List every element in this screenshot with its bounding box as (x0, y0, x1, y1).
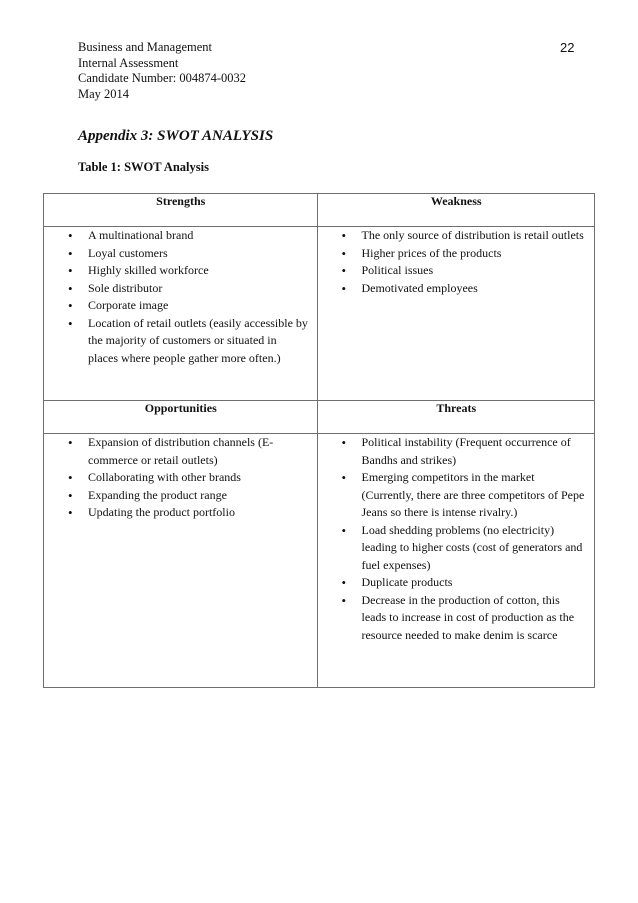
list-item: • Political instability (Frequent occurrence of Bandhs and strikes) (318, 434, 594, 469)
list-item: • Expanding the product range (44, 487, 317, 505)
list-item: • Load shedding problems (no electricity) leading to higher costs (cost of generators and fuel expenses) (318, 522, 594, 575)
list-item: • Higher prices of the products (318, 245, 594, 263)
list-item: • Decrease in the production of cotton, this leads to increase in cost of production as the resource needed to make denim is scarce (318, 592, 594, 645)
strengths-heading: Strengths (44, 194, 318, 227)
list-item: • Collaborating with other brands (44, 469, 317, 487)
opportunities-cell (44, 434, 318, 688)
header-line-date: May 2014 (78, 86, 130, 101)
opportunities-list (44, 434, 317, 522)
list-item: • Location of retail outlets (easily accessible by the majority of customers or situated in places where people gather more often.) (44, 315, 317, 368)
list-item: • Emerging competitors in the market (Currently, there are three competitors of Pepe Jeans so there is intense rivalry.) (318, 469, 594, 522)
threats-cell (318, 434, 595, 688)
strengths-list (44, 227, 317, 367)
header-line-assessment: Internal Assessment (78, 55, 179, 70)
header-line-subject: Business and Management (78, 40, 213, 54)
swot-table (43, 193, 595, 688)
list-item: • Sole distributor (44, 280, 317, 298)
swot-content-row-bottom (44, 434, 595, 688)
list-item: • Updating the product portfolio (44, 504, 317, 522)
strengths-cell (44, 227, 318, 401)
list-item: • A multinational brand (44, 227, 317, 245)
swot-content-row-top (44, 227, 595, 401)
swot-header-row-top (44, 194, 595, 227)
weakness-list (318, 227, 594, 297)
header-line-candidate: Candidate Number: 004874-0032 (78, 71, 247, 85)
opportunities-heading: Opportunities (44, 401, 318, 434)
weakness-heading: Weakness (318, 194, 595, 227)
list-item: • Highly skilled workforce (44, 262, 317, 280)
page-number: 22 (560, 40, 575, 55)
list-item: • Political issues (318, 262, 594, 280)
list-item: • The only source of distribution is retail outlets (318, 227, 594, 245)
threats-list (318, 434, 594, 644)
list-item: • Demotivated employees (318, 280, 594, 298)
list-item: • Corporate image (44, 297, 317, 315)
swot-header-row-bottom (44, 401, 595, 434)
appendix-title: Appendix 3: SWOT ANALYSIS (78, 128, 274, 144)
list-item: • Expansion of distribution channels (E-commerce or retail outlets) (44, 434, 317, 469)
document-header (78, 40, 246, 102)
list-item: • Duplicate products (318, 574, 594, 592)
weakness-cell (318, 227, 595, 401)
threats-heading: Threats (318, 401, 595, 434)
list-item: • Loyal customers (44, 245, 317, 263)
table-caption: Table 1: SWOT Analysis (78, 160, 209, 174)
